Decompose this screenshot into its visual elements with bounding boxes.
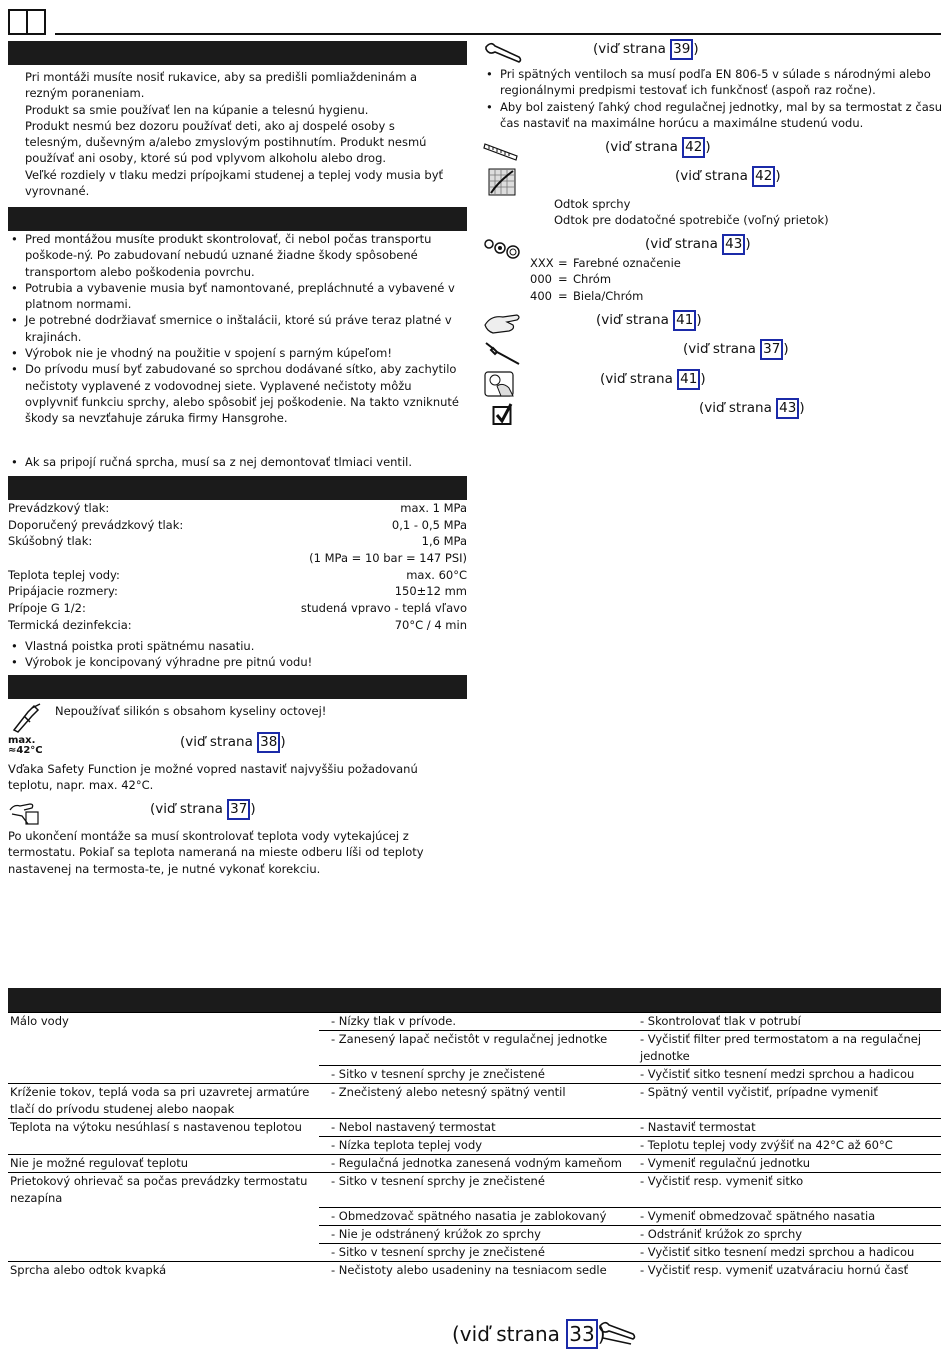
cause-cell: - Nečistoty alebo usadeniny na tesniacom sedle (319, 1261, 630, 1279)
color-eq: = (558, 288, 568, 303)
spec-value: max. 60°C (406, 567, 467, 582)
checkbox-icon (492, 402, 514, 426)
page-ref-43a (645, 234, 751, 255)
table-row (8, 1137, 941, 1155)
cause-cell: - Nie je odstránený krúžok zo sprchy (319, 1225, 630, 1243)
spec-row (8, 500, 467, 517)
ref-text: (viď strana (699, 400, 777, 416)
ref-close: ) (705, 139, 711, 155)
page-link[interactable]: 42 (682, 137, 705, 158)
safety-line: Produkt sa smie používať len na kúpanie a telesnú hygienu. (25, 102, 369, 117)
ref-close: ) (700, 371, 706, 387)
mounting-extra (8, 454, 460, 470)
remedy-cell: - Vymeniť regulačnú jednotku (630, 1155, 941, 1173)
spec-label: Termická dezinfekcia: (8, 617, 132, 632)
remedy-cell: - Teplotu teplej vody zvýšiť na 42°C až 60°C (630, 1137, 941, 1155)
spec-value: 0,1 - 0,5 MPa (391, 517, 467, 532)
remedy-cell: - Spätný ventil vyčistiť, prípadne vymeniť (630, 1084, 941, 1119)
page-ref-37 (150, 799, 256, 820)
spec-row (8, 583, 467, 600)
wrench-icon (597, 1320, 637, 1346)
ref-close: ) (799, 400, 805, 416)
wrench-icon (483, 41, 523, 65)
fault-cell (8, 1243, 319, 1261)
spec-label: Teplota teplej vody: (8, 567, 120, 582)
screwdriver-icon (483, 340, 523, 366)
color-code: XXX (530, 256, 554, 270)
ref-text: (viď strana (452, 1322, 567, 1346)
ref-close: ) (693, 41, 699, 57)
list-item: • Pri spätných ventiloch sa musí podľa EN 806-5 v súlade s národnými alebo regionálnymi predpismi testovať ich funkčnosť (aspoň raz ročne). (483, 66, 943, 99)
cause-cell: - Znečistený alebo netesný spätný ventil (319, 1084, 630, 1119)
color-code-row (530, 288, 681, 304)
max-temp-label: ≈42°C (8, 745, 43, 756)
list-item: • Aby bol zaistený ľahký chod regulačnej jednotky, mal by sa termostat z času čas nastaviť na maximálne horúcu a maximálne studenú vodu. (483, 99, 943, 132)
spec-label: Prípoje G 1/2: (8, 601, 86, 616)
page-ref-43b (699, 398, 805, 419)
page-ref-41b (600, 369, 706, 390)
spec-value: (1 MPa = 10 bar = 147 PSI) (309, 551, 467, 566)
fault-cell (8, 1031, 319, 1066)
list-item: • Do prívodu musí byť zabudované so sprchou dodávané sítko, aby zachytilo nečistoty vyplavené z vodovodnej siete. Vyplavené nečistoty môžu ovplyvniť funkciu sprchy, alebo spôsobiť jej poškodenie. Na takto vzniknuté škody sa nevzťahuje záruka firmy Hansgrohe. (8, 361, 460, 426)
ref-text: (viď strana (593, 41, 671, 57)
spec-label: Skúšobný tlak: (8, 534, 93, 549)
ref-text: (viď strana (605, 139, 683, 155)
cause-cell: - Sitko v tesnení sprchy je znečistené (319, 1173, 630, 1208)
remedy-cell: - Skontrolovať tlak v potrubí (630, 1013, 941, 1031)
fault-cell: Málo vody (8, 1013, 319, 1031)
fault-cell (8, 1066, 319, 1084)
remedy-cell: - Vyčistiť sitko tesnení medzi sprchou a hadicou (630, 1066, 941, 1084)
remedy-cell: - Nastaviť termostat (630, 1119, 941, 1137)
page-link[interactable]: 42 (752, 166, 775, 187)
grid-diagram-icon (488, 168, 516, 196)
page-link[interactable]: 37 (760, 339, 783, 360)
fault-cell (8, 1225, 319, 1243)
mounting-list (8, 231, 460, 427)
color-name: Chróm (573, 272, 612, 287)
spec-label: Prevádzkový tlak: (8, 501, 110, 515)
page-link[interactable]: 41 (677, 369, 700, 390)
list-item: • Ak sa pripojí ručná sprcha, musí sa z nej demontovať tlmiaci ventil. (8, 454, 460, 470)
table-row (8, 1031, 941, 1066)
list-item: • Potrubia a vybavenie musia byť namontované, prepláchnuté a vybavené v platnom normami. (8, 280, 460, 313)
hand-set-icon (8, 800, 42, 826)
table-row (8, 1084, 941, 1119)
fault-cell: Teplota na výtoku nesúhlasí s nastavenou teplotou (8, 1119, 319, 1137)
section-bar-specs (8, 476, 467, 500)
spec-value: studená vpravo - teplá vľavo (300, 601, 467, 616)
page-ref-38 (180, 732, 286, 753)
remedy-cell: - Vyčistiť filter pred termostatom a na regulačnej jednotke (630, 1031, 941, 1066)
color-name: Farebné označenie (573, 256, 681, 270)
footer-page-ref (452, 1319, 606, 1349)
table-row (8, 1013, 941, 1031)
spec-bullets (8, 638, 460, 671)
color-code-row (530, 271, 681, 287)
spec-row (8, 517, 467, 534)
page-ref-39 (593, 39, 699, 60)
cause-cell: - Nebol nastavený termostat (319, 1119, 630, 1137)
spec-value: 70°C / 4 min (394, 617, 467, 632)
ref-close: ) (696, 312, 702, 328)
table-row (8, 1066, 941, 1084)
fault-cell: Prietokový ohrievač sa počas prevádzky termostatu nezapína (8, 1173, 319, 1208)
page-ref-42a (605, 137, 711, 158)
list-item: • Výrobok nie je vhodný na použitie v spojení s parným kúpeľom! (8, 345, 460, 361)
safety-line: Veľké rozdiely v tlaku medzi prípojkami studenej a teplej vody musia byť vyrovnané. (25, 167, 444, 199)
page-link[interactable]: 38 (257, 732, 280, 753)
page-link[interactable]: 43 (776, 398, 799, 419)
page-ref-37b (683, 339, 789, 360)
safety-function-text: Vďaka Safety Function je možné vopred nastaviť najvyššiu požadovanú teplotu, napr. max. 42°C. (8, 762, 418, 793)
table-row (8, 1207, 941, 1225)
spec-row (8, 617, 467, 634)
safety-line: Pri montáži musíte nosiť rukavice, aby sa predišli pomliaždeninám a rezným poraneniam. (25, 70, 418, 101)
ref-close: ) (783, 341, 789, 357)
fault-cell (8, 1137, 319, 1155)
page-ref-41a (596, 310, 702, 331)
header-rule (55, 33, 941, 35)
spec-row (8, 533, 467, 550)
table-row (8, 1225, 941, 1243)
color-eq: = (558, 256, 568, 270)
spec-label: Pripájacie rozmery: (8, 584, 118, 599)
color-code: 400 (530, 288, 552, 303)
ref-close: ) (745, 236, 751, 252)
cause-cell: - Sitko v tesnení sprchy je znečistené (319, 1066, 630, 1084)
spec-row (8, 550, 467, 567)
spec-row (8, 600, 467, 617)
table-row (8, 1261, 941, 1279)
outlet-item: Odtok sprchy (554, 197, 631, 211)
table-row (8, 1119, 941, 1137)
section-bar-safety (8, 41, 467, 65)
fault-cell: Kríženie tokov, teplá voda sa pri uzavretej armatúre tlačí do prívodu studenej alebo naopak (8, 1084, 319, 1119)
ruler-icon (483, 140, 519, 162)
table-row (8, 1155, 941, 1173)
list-item: • Pred montážou musíte produkt skontrolovať, či nebol počas transportu poškode-ný. Po zabudovaní nebudú uznané žiadne škody spôsobené transportom alebo poškodenia povrchu. (8, 231, 460, 280)
max-temp-icon (8, 736, 50, 758)
silicone-note: Nepoužívať silikón s obsahom kyseliny octovej! (55, 704, 327, 718)
section-bar-mounting (8, 207, 467, 231)
ref-text: (viď strana (180, 734, 258, 750)
list-item: • Je potrebné dodržiavať smernice o inštalácii, ktoré sú práve teraz platné v krajinách. (8, 312, 460, 345)
hand-wipe-icon (483, 311, 523, 335)
spec-value: 1,6 MPa (421, 534, 467, 549)
spec-value: max. 1 MPa (400, 501, 467, 515)
maintenance-list (483, 66, 943, 131)
ref-text: (viď strana (645, 236, 723, 252)
page-ref-42b (675, 166, 781, 187)
book-icon (8, 9, 46, 35)
spec-label: Doporučený prevádzkový tlak: (8, 517, 184, 532)
remedy-cell: - Odstrániť krúžok zo sprchy (630, 1225, 941, 1243)
page-link[interactable]: 41 (673, 310, 696, 331)
section-bar-troubleshooting (8, 988, 941, 1012)
troubleshooting-table (8, 1012, 941, 1279)
specs-table (8, 500, 467, 634)
cause-cell: - Obmedzovač spätného nasatia je zablokovaný (319, 1207, 630, 1225)
cause-cell: - Nízka teplota teplej vody (319, 1137, 630, 1155)
parts-icon (483, 236, 523, 260)
ref-text: (viď strana (600, 371, 678, 387)
page-link[interactable]: 37 (227, 799, 250, 820)
safety-text (25, 69, 455, 199)
cause-cell: - Sitko v tesnení sprchy je znečistené (319, 1243, 630, 1261)
table-row (8, 1243, 941, 1261)
outlet-item: Odtok pre dodatočné spotrebiče (voľný prietok) (554, 213, 829, 228)
ref-text: (viď strana (683, 341, 761, 357)
page-link[interactable]: 39 (670, 39, 693, 60)
cause-cell: - Nízky tlak v prívode. (319, 1013, 630, 1031)
fault-cell: Sprcha alebo odtok kvapká (8, 1261, 319, 1279)
remedy-cell: - Vyčistiť resp. vymeniť sitko (630, 1173, 941, 1208)
max-label: max. (8, 735, 36, 746)
ref-close: ) (775, 168, 781, 184)
ref-text: (viď strana (675, 168, 753, 184)
safety-line: Produkt nesmú bez dozoru používať deti, ako aj dospelé osoby s telesným, duševným a/alebo zmyslovým postihnutím. Produkt nesmú používať ani osoby, ktoré sú pod vplyvom alkoholu alebo drog. (25, 118, 427, 166)
color-name: Biela/Chróm (573, 288, 644, 303)
page-link[interactable]: 33 (566, 1319, 597, 1349)
section-bar-notes (8, 675, 467, 699)
fault-cell: Nie je možné regulovať teplotu (8, 1155, 319, 1173)
table-row (8, 1173, 941, 1208)
color-code-row (530, 255, 681, 271)
outlet-list (554, 196, 829, 229)
spec-value: 150±12 mm (394, 584, 467, 599)
list-item: • Vlastná poistka proti spätnému nasatiu. (8, 638, 460, 654)
ref-close: ) (250, 801, 256, 817)
fault-cell (8, 1207, 319, 1225)
ref-text: (viď strana (150, 801, 228, 817)
remedy-cell: - Vyčistiť resp. vymeniť uzatváraciu hornú časť (630, 1261, 941, 1279)
hand-button-icon (483, 370, 519, 398)
spec-row (8, 567, 467, 584)
ref-close: ) (280, 734, 286, 750)
ref-close: ) (597, 1322, 606, 1346)
color-code-list (530, 255, 681, 304)
color-eq: = (558, 272, 568, 287)
after-mount-text: Po ukončení montáže sa musí skontrolovať teplota vody vytekajúcej z termostatu. Pokiaľ sa teplota nameraná na mieste odberu líši od teploty nastavenej na termosta-te, je nutné vykonať korekciu. (8, 829, 424, 876)
remedy-cell: - Vyčistiť sitko tesnení medzi sprchou a hadicou (630, 1243, 941, 1261)
ref-text: (viď strana (596, 312, 674, 328)
cause-cell: - Regulačná jednotka zanesená vodným kameňom (319, 1155, 630, 1173)
silicone-gun-icon (10, 702, 42, 734)
page-link[interactable]: 43 (722, 234, 745, 255)
remedy-cell: - Vymeniť obmedzovač spätného nasatia (630, 1207, 941, 1225)
list-item: • Výrobok je koncipovaný výhradne pre pitnú vodu! (8, 654, 460, 670)
color-code: 000 (530, 272, 552, 287)
cause-cell: - Zanesený lapač nečistôt v regulačnej jednotke (319, 1031, 630, 1066)
